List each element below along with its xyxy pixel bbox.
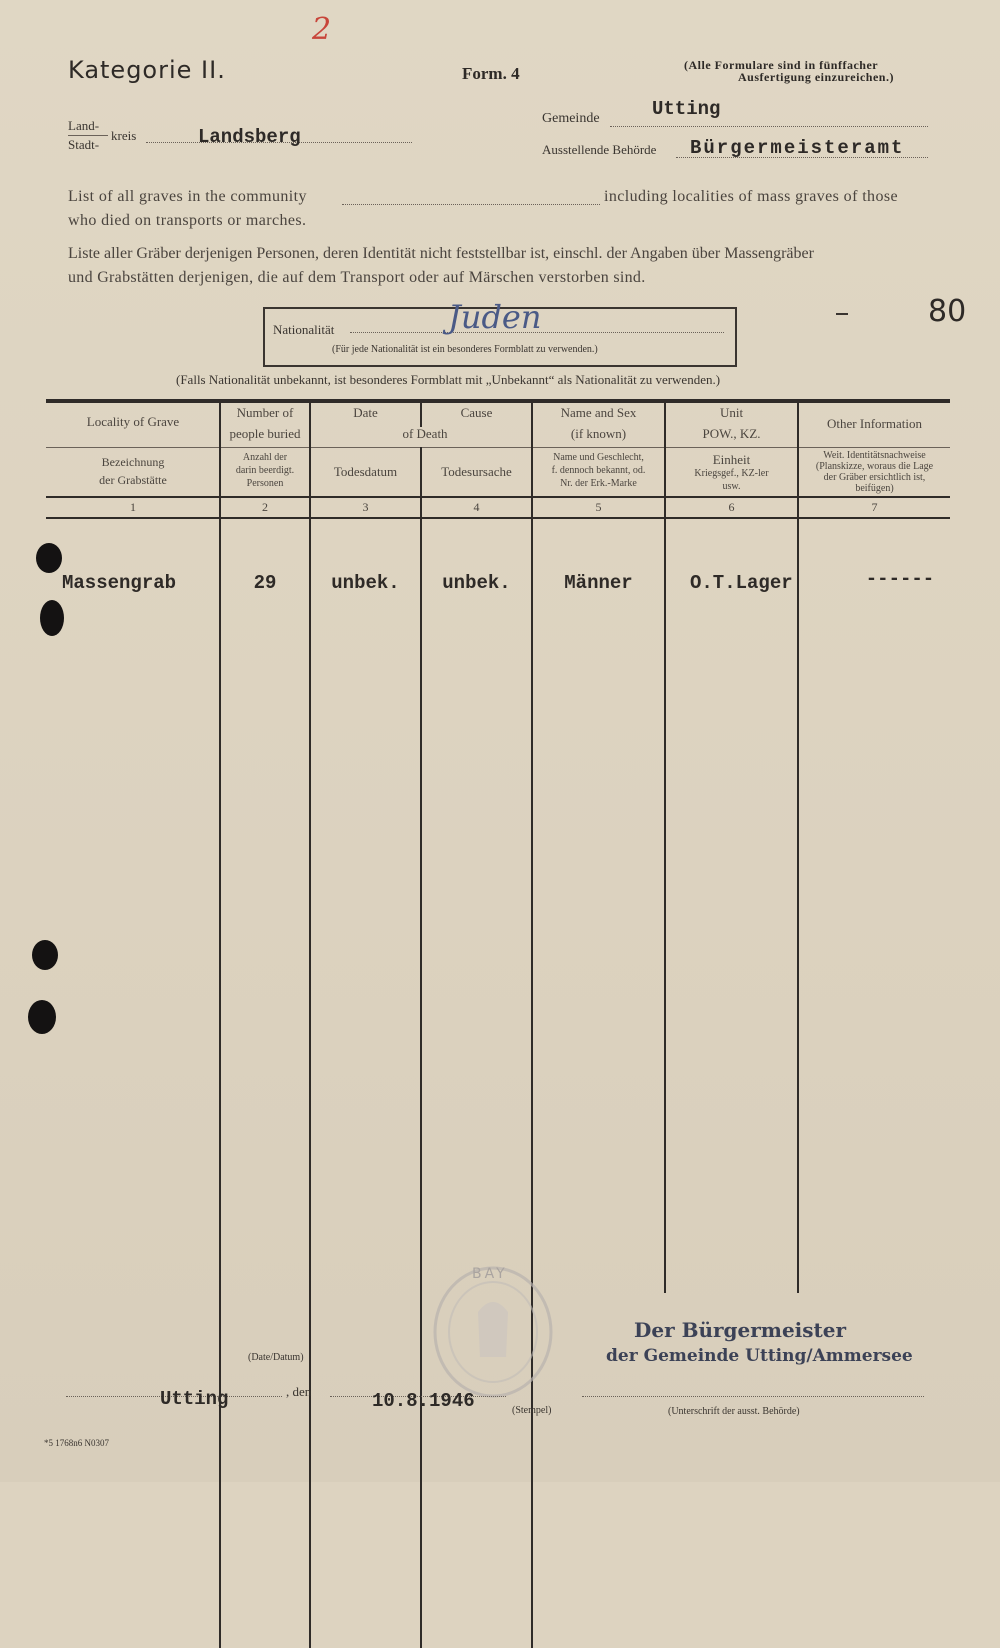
signature-dotted-line — [582, 1396, 924, 1397]
intro-de-line2: und Grabstätten derjenigen, die auf dem Transport oder auf Märschen verstorben sind. — [68, 269, 646, 286]
table-number-rule — [46, 517, 950, 519]
col3-number: 3 — [362, 500, 369, 514]
nationality-value: Juden — [448, 298, 542, 336]
date-value: 10.8.1946 — [372, 1390, 475, 1412]
print-code: *5 1768n6 N0307 — [44, 1438, 109, 1448]
cell-locality: Massengrab — [62, 572, 177, 594]
col6-en-header-a: Unit — [719, 405, 744, 420]
punch-hole — [28, 1000, 56, 1034]
col6-number: 6 — [728, 500, 735, 514]
official-stamp — [428, 1262, 558, 1402]
submission-note-1: (Alle Formulare sind in fünffacher — [684, 58, 879, 72]
col1-number: 1 — [130, 500, 136, 514]
handwritten-mark: 2 — [312, 12, 332, 47]
col7-de-header-c: der Gräber ersichtlich ist, — [823, 472, 926, 483]
col4-de-header: Todesursache — [441, 464, 512, 479]
cell-name-sex: Männer — [564, 572, 633, 594]
place-value: Utting — [160, 1388, 229, 1410]
col5-de-header-c: Nr. der Erk.-Marke — [560, 478, 637, 489]
date-label: (Date/Datum) — [248, 1352, 304, 1363]
authority-value: Bürgermeisteramt — [690, 137, 905, 159]
table-mid-rule — [46, 447, 950, 448]
nationality-hint: (Für jede Nationalität ist ein besonderes Formblatt zu verwenden.) — [332, 344, 598, 355]
col7-de-header-b: (Planskizze, woraus die Lage — [815, 461, 934, 472]
cell-cause: unbek. — [442, 572, 511, 594]
submission-note-2: Ausfertigung einzureichen.) — [738, 70, 894, 84]
den-label: , den — [286, 1384, 312, 1399]
col5-number: 5 — [595, 500, 602, 514]
signature-label: (Unterschrift der ausst. Behörde) — [668, 1406, 800, 1417]
cell-other: ------ — [865, 568, 935, 590]
col3-en-header: Date — [353, 405, 378, 420]
col4-en-header: Cause — [460, 405, 493, 420]
intro-de-line1: Liste aller Gräber derjenigen Personen, deren Identität nicht feststellbar ist, einschl. der Angaben über Massengräber — [68, 245, 814, 262]
cell-unit: O.T.Lager — [690, 572, 793, 594]
col7-de-header-d: beifügen) — [855, 483, 894, 494]
col6-de-header-b: Kriegsgef., KZ-ler — [694, 468, 769, 479]
col1-de-header-a: Bezeichnung — [101, 455, 165, 469]
unknown-nationality-note: (Falls Nationalität unbekannt, ist besonderes Formblatt mit „Unbekannt“ als Nationalität zu verwenden.) — [176, 372, 721, 387]
table-header-rule — [46, 496, 950, 498]
authority-label: Ausstellende Behörde — [542, 142, 657, 157]
col6-de-header-a: Einheit — [712, 452, 751, 467]
col5-en-header-a: Name and Sex — [560, 405, 637, 420]
land-stadt-divider — [68, 135, 108, 136]
stamp-text: BAY — [472, 1266, 508, 1282]
col2-de-header-c: Personen — [246, 478, 284, 489]
col2-de-header-b: darin beerdigt. — [235, 465, 295, 476]
intro-dotted-line — [342, 204, 600, 205]
kreis-label: kreis — [111, 128, 137, 143]
table-top-rule — [46, 399, 950, 403]
category-title: Kategorie II. — [68, 56, 226, 84]
col2-en-header-b: people buried — [229, 426, 301, 441]
gemeinde-value: Utting — [652, 98, 721, 120]
signature-line-2: der Gemeinde Utting/Ammersee — [606, 1346, 913, 1366]
nationality-dash — [836, 313, 848, 315]
intro-en-line2: who died on transports or marches. — [68, 212, 307, 229]
intro-en-line1b: including localities of mass graves of those — [604, 188, 898, 205]
land-label: Land- — [68, 118, 100, 133]
col2-en-header-a: Number of — [236, 405, 294, 420]
col7-number: 7 — [871, 500, 878, 514]
stamp-label: (Stempel) — [512, 1405, 552, 1416]
col7-en-header: Other Information — [827, 416, 922, 431]
gemeinde-label: Gemeinde — [542, 111, 600, 126]
cell-date: unbek. — [331, 572, 400, 594]
table-col-divider-5 — [664, 401, 666, 1293]
col6-en-header-b: POW., KZ. — [702, 426, 761, 441]
punch-hole — [36, 543, 62, 573]
kreis-value: Landsberg — [198, 126, 301, 148]
gemeinde-dotted-line — [610, 126, 928, 127]
col5-en-header-b: (if known) — [570, 426, 627, 441]
col7-de-header-a: Weit. Identitätsnachweise — [823, 450, 926, 461]
punch-hole — [32, 940, 58, 970]
nationality-label: Nationalität — [273, 322, 335, 337]
col6-de-header-c: usw. — [722, 481, 741, 492]
count-number: 80 — [928, 294, 967, 329]
col5-de-header-a: Name und Geschlecht, — [553, 452, 644, 463]
col2-de-header-a: Anzahl der — [242, 452, 288, 463]
stadt-label: Stadt- — [68, 137, 100, 152]
form-number: Form. 4 — [462, 64, 520, 83]
signature-line-1: Der Bürgermeister — [634, 1318, 847, 1342]
col3-de-header: Todesdatum — [333, 464, 398, 479]
table-col-divider-6 — [797, 401, 799, 1293]
table-col-divider-3 — [420, 447, 422, 1648]
col4-number: 4 — [473, 500, 480, 514]
cell-count: 29 — [253, 572, 277, 594]
col1-en-header: Locality of Grave — [86, 414, 180, 429]
of-death-header: of Death — [402, 426, 448, 441]
col2-number: 2 — [262, 500, 268, 514]
punch-hole — [40, 600, 64, 636]
intro-en-line1a: List of all graves in the community — [68, 188, 307, 205]
col5-de-header-b: f. dennoch bekannt, od. — [551, 465, 646, 476]
col1-de-header-b: der Grabstätte — [99, 473, 167, 487]
